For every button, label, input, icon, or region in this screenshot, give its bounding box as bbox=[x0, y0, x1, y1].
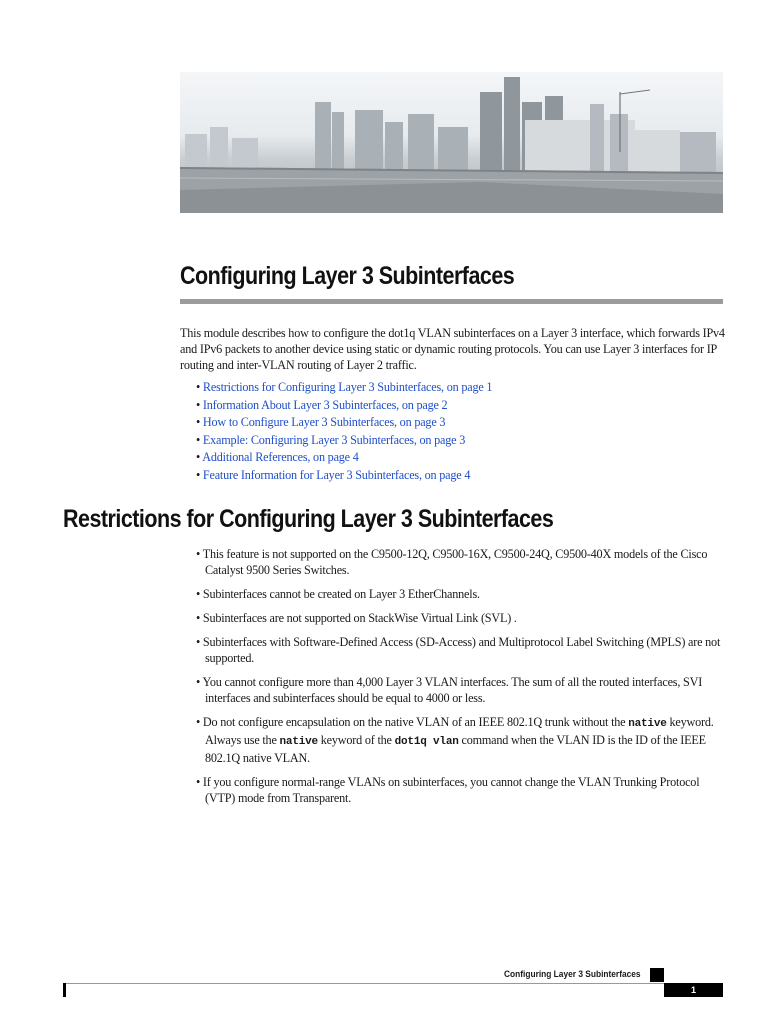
restriction-text: Do not configure encapsulation on the native VLAN of an IEEE 802.1Q trunk without the bbox=[202, 715, 629, 729]
restriction-text: keyword of the bbox=[317, 733, 395, 747]
restriction-item: • Subinterfaces with Software-Defined Access (SD-Access) and Multiprotocol Label Switching (MPLS) are not supported. bbox=[196, 634, 726, 666]
footer-marker bbox=[650, 968, 664, 982]
restriction-item: • This feature is not supported on the C9500-12Q, C9500-16X, C9500-24Q, C9500-40X models of the Cisco Catalyst 9500 Series Switches. bbox=[196, 546, 726, 578]
restriction-item-native-vlan bbox=[196, 714, 726, 766]
restriction-item: • Subinterfaces cannot be created on Layer 3 EtherChannels. bbox=[196, 586, 726, 602]
restrictions-list bbox=[196, 546, 726, 814]
header-banner-image bbox=[180, 72, 723, 213]
page-number: 1 bbox=[664, 983, 723, 997]
restriction-item: • You cannot configure more than 4,000 Layer 3 VLAN interfaces. The sum of all the routed interfaces, SVI interfaces and subinterfaces should be equal to 4000 or less. bbox=[196, 674, 726, 706]
toc-link-information[interactable]: • Information About Layer 3 Subinterfaces, on page 2 bbox=[196, 397, 492, 415]
intro-paragraph: This module describes how to configure the dot1q VLAN subinterfaces on a Layer 3 interface, which forwards IPv4 and IPv6 packets to another device using static or dynamic routing protocols. You can use Layer 3 interfaces for IP routing and inter-VLAN routing of Layer 2 traffic. bbox=[180, 326, 725, 372]
restriction-item: • Subinterfaces are not supported on StackWise Virtual Link (SVL) . bbox=[196, 610, 726, 626]
section-heading-restrictions: Restrictions for Configuring Layer 3 Subinterfaces bbox=[63, 505, 554, 533]
toc-link-restrictions[interactable]: • Restrictions for Configuring Layer 3 Subinterfaces, on page 1 bbox=[196, 379, 492, 397]
restriction-item: • If you configure normal-range VLANs on subinterfaces, you cannot change the VLAN Trunking Protocol (VTP) mode from Transparent. bbox=[196, 774, 726, 806]
city-skyline-illustration bbox=[180, 72, 723, 213]
title-rule bbox=[180, 299, 723, 304]
dot1q-vlan-command: dot1q vlan bbox=[394, 736, 459, 748]
restriction-text: command when the VLAN ID is the ID of the IEEE 802.1Q native VLAN. bbox=[205, 733, 706, 765]
native-keyword: native bbox=[628, 718, 667, 730]
native-keyword: native bbox=[279, 736, 318, 748]
footer-chapter-title: Configuring Layer 3 Subinterfaces bbox=[504, 969, 641, 980]
toc-link-example[interactable]: • Example: Configuring Layer 3 Subinterfaces, on page 3 bbox=[196, 432, 492, 450]
chapter-title: Configuring Layer 3 Subinterfaces bbox=[180, 262, 515, 290]
toc-link-feature-information[interactable]: • Feature Information for Layer 3 Subinterfaces, on page 4 bbox=[196, 467, 492, 485]
chapter-toc bbox=[196, 379, 492, 484]
toc-link-additional-references[interactable]: • Additional References, on page 4 bbox=[196, 449, 492, 467]
footer-left-marker bbox=[63, 983, 66, 997]
restriction-text: keyword. Always use the bbox=[205, 715, 714, 747]
toc-link-how-to-configure[interactable]: • How to Configure Layer 3 Subinterfaces, on page 3 bbox=[196, 414, 492, 432]
footer-rule bbox=[63, 983, 723, 984]
